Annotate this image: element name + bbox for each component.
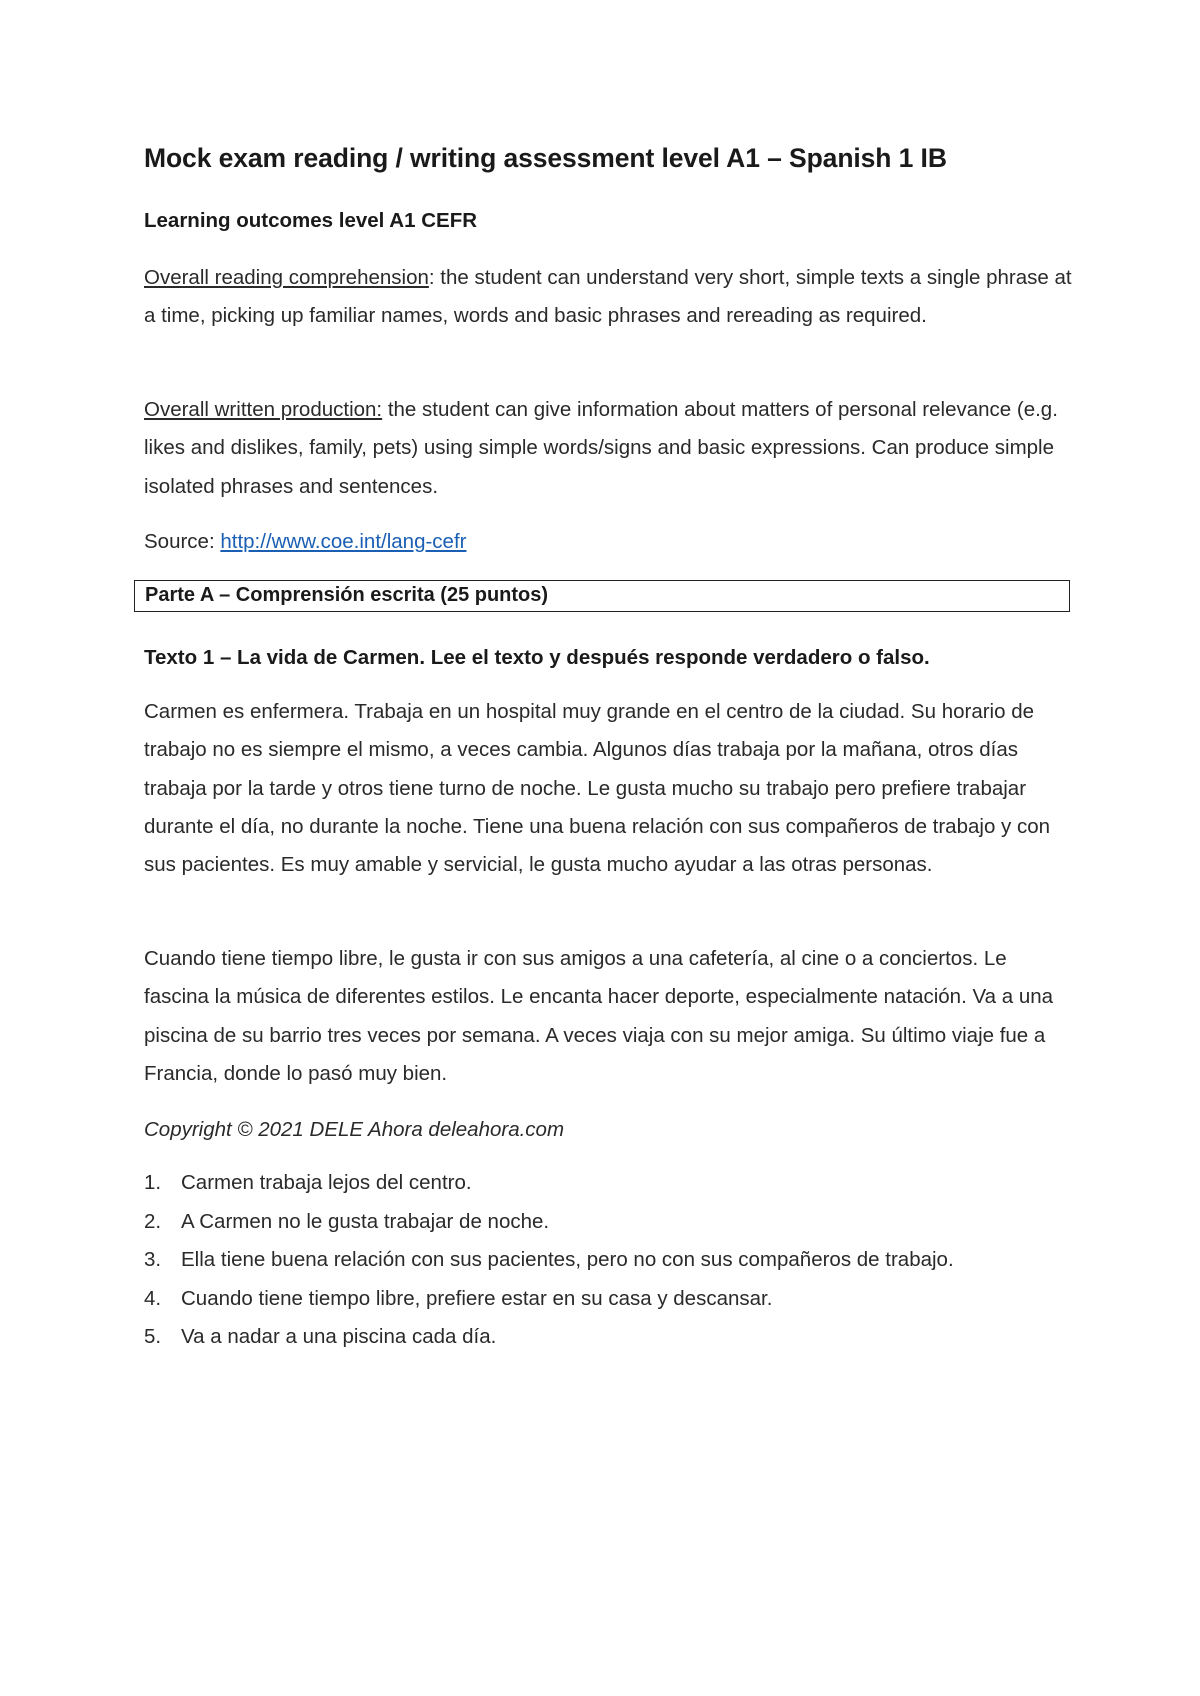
item-number: 2. (144, 1209, 162, 1233)
item-text: Va a nadar a una piscina cada día. (181, 1325, 497, 1348)
copyright-line: Copyright © 2021 DELE Ahora deleahora.com (144, 1118, 565, 1141)
list-item (144, 1280, 1074, 1319)
item-text: Ella tiene buena relación con sus pacientes, pero no con sus compañeros de trabajo. (181, 1248, 954, 1271)
source-line (144, 523, 1074, 561)
text1-heading: Texto 1 – La vida de Carmen. Lee el texto y después responde verdadero o falso. (144, 646, 930, 669)
item-number: 3. (144, 1248, 162, 1271)
source-label: Source: (144, 530, 221, 553)
writing-outcome-paragraph (144, 391, 1074, 506)
reading-paragraph-2: Cuando tiene tiempo libre, le gusta ir con sus amigos a una cafetería, al cine o a conciertos. Le fascina la música de diferentes estilos. Le encanta hacer deporte, especialmente natación. Va a una piscina de su barrio tres veces por semana. A veces viaja con su mejor amiga. Su último viaje fue a Francia, donde lo pasó muy bien. (144, 947, 1054, 1085)
reading-paragraph-1: Carmen es enfermera. Trabaja en un hospital muy grande en el centro de la ciudad. Su horario de trabajo no es siempre el mismo, a veces cambia. Algunos días trabaja por la mañana, otros días trabaja por la tarde y otros tiene turno de noche. Le gusta mucho su trabajo pero prefiere trabajar durante el día, no durante la noche. Tiene una buena relación con sus compañeros de trabajo y con sus pacientes. Es muy amable y servicial, le gusta mucho ayudar a las otras personas. (144, 700, 1051, 877)
item-number: 1. (144, 1171, 162, 1194)
learning-outcomes-heading: Learning outcomes level A1 CEFR (144, 209, 478, 232)
item-text: Carmen trabaja lejos del centro. (181, 1171, 472, 1194)
item-number: 4. (144, 1286, 162, 1310)
item-text: Cuando tiene tiempo libre, prefiere estar en su casa y descansar. (181, 1286, 773, 1310)
reading-outcome-label: Overall reading comprehension (144, 266, 429, 289)
source-link[interactable]: http://www.coe.int/lang-cefr (220, 530, 467, 553)
reading-outcome-paragraph (144, 259, 1074, 336)
writing-outcome-label: Overall written production: (144, 398, 383, 421)
reading-outcome-text: : the student can understand very short, simple texts a single phrase at a time, picking up familiar names, words and basic phrases and rereading as required. (144, 266, 1072, 328)
document-title: Mock exam reading / writing assessment level A1 – Spanish 1 IB (144, 143, 947, 173)
item-text: A Carmen no le gusta trabajar de noche. (181, 1209, 550, 1233)
list-item (144, 1164, 1074, 1203)
item-number: 5. (144, 1325, 162, 1348)
true-false-list (144, 1164, 1074, 1357)
section-heading-box: Parte A – Comprensión escrita (25 puntos) (134, 580, 1070, 612)
list-item (144, 1241, 1074, 1280)
list-item (144, 1203, 1074, 1242)
list-item (144, 1318, 1074, 1357)
writing-outcome-text: the student can give information about matters of personal relevance (e.g. likes and dislikes, family, pets) using simple words/signs and basic expressions. Can produce simple isolated phrases and sentences. (144, 398, 1058, 498)
